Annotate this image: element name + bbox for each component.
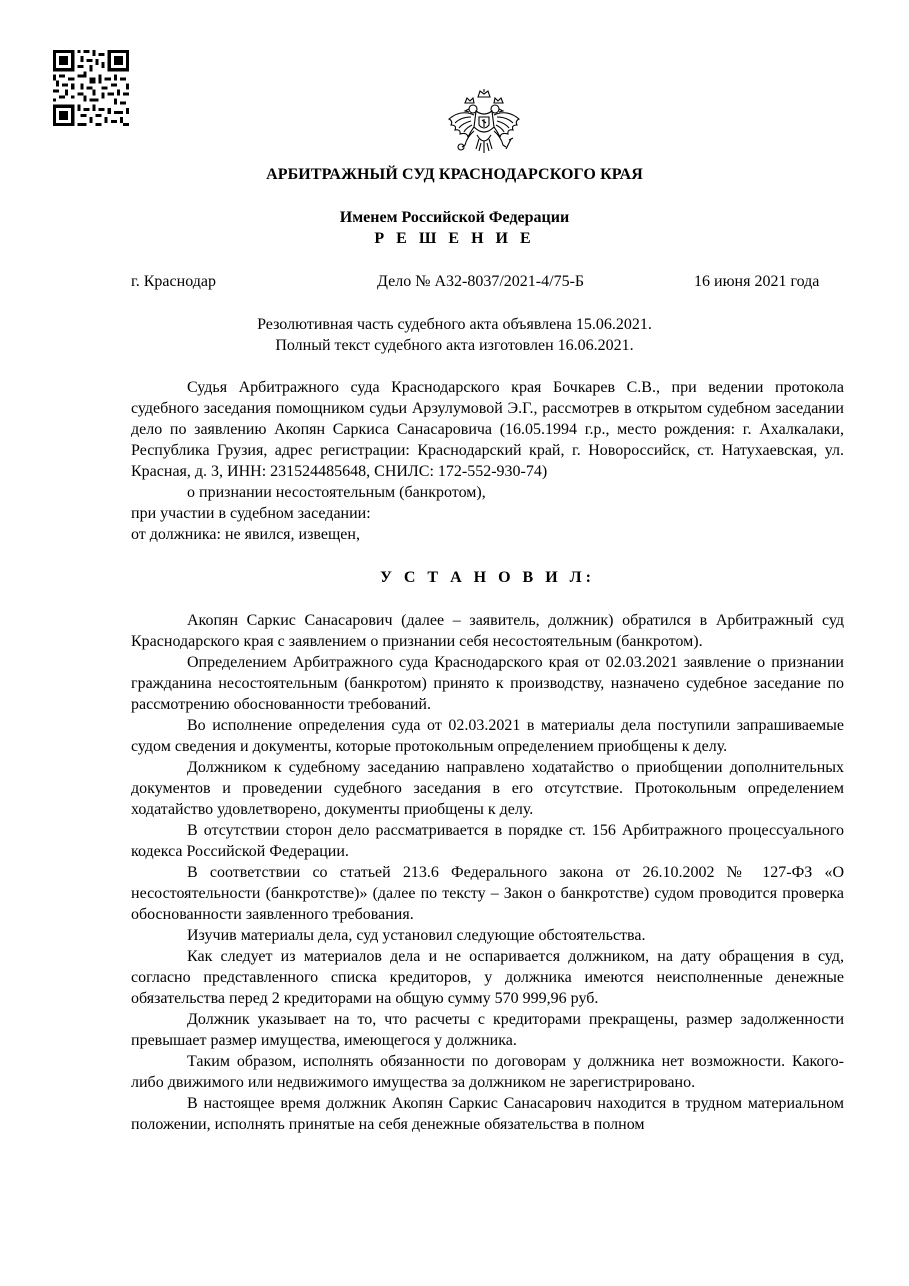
body-paragraph: В отсутствии сторон дело рассматривается в порядке ст. 156 Арбитражного процессуального кодекса Российской Федерации. [131,822,844,860]
decision-title: Р Е Ш Е Н И Е [374,230,535,247]
qr-code-icon [53,50,129,126]
body-paragraph: В настоящее время должник Акопян Саркис Санасарович находится в трудном материальном положении, исполнять принятые на себя денежные обязательства в полном [131,1095,844,1133]
intro-paragraph: Судья Арбитражного суда Краснодарского края Бочкарев С.В., при ведении протокола судебного заседания помощником судьи Арзулумовой Э.Г., рассмотрев в открытом судебном заседании дело по заявлению Акопян Саркиса Санасаровича (16.05.1994 г.р., место рождения: г. Ахалкалаки, Республика Грузия, адрес регистрации: Краснодарский край, г. Новороссийск, ст. Натухаевская, ул. Красная, д. 3, ИНН: 231524485648, СНИЛС: 172-552-930-74) [131,379,844,480]
resolution-announced: Резолютивная часть судебного акта объявлена 15.06.2021. [257,316,652,333]
body-paragraph: Таким образом, исполнять обязанности по договорам у должника нет возможности. Какого-либо движимого или недвижимого имущества за должником не зарегистрировано. [131,1053,844,1091]
body-paragraph: Должником к судебному заседанию направлено ходатайство о приобщении дополнительных документов и проведении судебного заседания в его отсутствие. Протокольным определением ходатайство удовлетворено, документы приобщены к делу. [131,759,844,818]
city: г. Краснодар [131,273,216,290]
body-paragraph: Изучив материалы дела, суд установил следующие обстоятельства. [187,927,646,944]
intro-debtor-attendance: от должника: не явился, извещен, [131,526,360,543]
case-number: Дело № А32-8037/2021-4/75-Б [377,273,585,290]
document-body [131,377,844,1135]
body-paragraph: В соответствии со статьей 213.6 Федерального закона от 26.10.2002 № 127-ФЗ «О несостоятельности (банкротстве)» (далее по тексту – Закон о банкротстве) судом проводится проверка обоснованности заявленного требования. [131,864,844,923]
body-paragraph: Определением Арбитражного суда Краснодарского края от 02.03.2021 заявление о признании гражданина несостоятельным (банкротом) принято к производству, назначено судебное заседание по рассмотрению обоснованности требований. [131,654,844,713]
court-name: АРБИТРАЖНЫЙ СУД КРАСНОДАРСКОГО КРАЯ [266,166,643,183]
body-paragraph: Акопян Саркис Санасарович (далее – заявитель, должник) обратился в Арбитражный суд Краснодарского края с заявлением о признании себя несостоятельным (банкротом). [131,612,844,650]
body-paragraph: Как следует из материалов дела и не оспаривается должником, на дату обращения в суд, согласно представленного списка кредиторов, у должника имеются неисполненные денежные обязательства перед 2 кредиторами на общую сумму 570 999,96 руб. [131,948,844,1007]
full-text-produced: Полный текст судебного акта изготовлен 16.06.2021. [275,337,634,354]
body-paragraph: Во исполнение определения суда от 02.03.2021 в материалы дела поступили запрашиваемые судом сведения и документы, которые протокольным определением приобщены к делу. [131,717,844,755]
body-paragraph: Должник указывает на то, что расчеты с кредиторами прекращены, размер задолженности превышает размер имущества, имеющегося у должника. [131,1011,844,1049]
decision-date: 16 июня 2021 года [694,273,820,290]
in-name-of-heading: Именем Российской Федерации [339,209,570,226]
established-heading: У С Т А Н О В И Л: [380,569,595,586]
intro-subject: о признании несостоятельным (банкротом), [187,484,486,501]
coat-of-arms-icon [443,87,525,165]
intro-participation: при участии в судебном заседании: [131,505,371,522]
